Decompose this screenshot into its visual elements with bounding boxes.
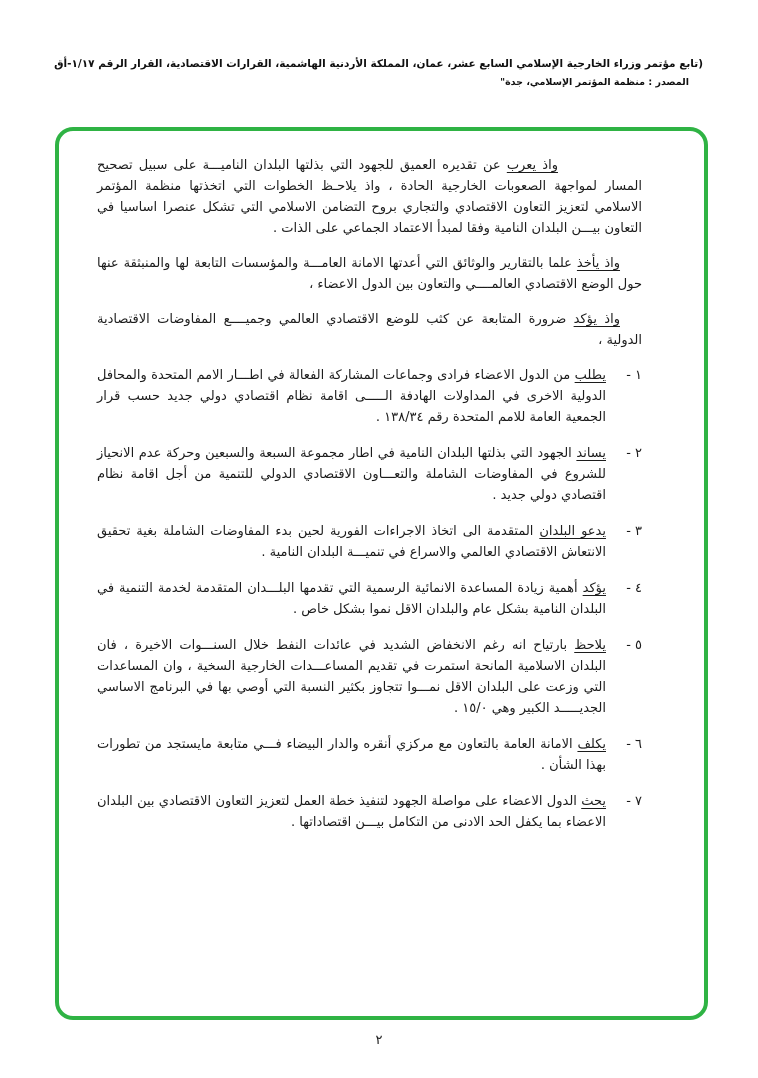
- item-text: الامانة العامة بالتعاون مع مركزي أنقره والدار البيضاء فـــي متابعة مايستجد من تطورات بهذا الشأن .: [97, 737, 606, 773]
- lead-word: يكلف: [577, 737, 606, 752]
- item-number: ١ -: [626, 368, 642, 383]
- item-paragraph: [97, 443, 606, 506]
- item-paragraph: [97, 365, 606, 428]
- document-body: [97, 155, 642, 833]
- preamble-paragraph: [97, 309, 642, 351]
- page-number: ٢: [375, 1033, 383, 1048]
- item-number: ٣ -: [626, 524, 642, 539]
- item-number: ٥ -: [626, 638, 642, 653]
- item-paragraph: [97, 791, 606, 833]
- lead-word: واذ يعرب: [506, 158, 558, 173]
- header-source: المصدر : منظمة المؤتمر الإسلامي، جدة": [500, 77, 689, 88]
- header-title: (تابع مؤتمر وزراء الخارجية الإسلامي السابع عشر، عمان، المملكة الأردنية الهاشمية، القرارات الاقتصادية، القرار الرقم ١/١٧-أق: [54, 58, 703, 70]
- document-header: [16, 58, 703, 88]
- item-paragraph: [97, 578, 606, 620]
- item-text: المتقدمة الى اتخاذ الاجراءات الفورية لحين بدء المفاوضات الشاملة بغية تحقيق الانتعاش الاقتصادي العالمي والاسراع في تنميـــة البلدان النامية .: [97, 524, 606, 560]
- item-number: ٧ -: [626, 794, 642, 809]
- lead-word: واذ يأخذ: [576, 256, 621, 271]
- green-border-frame: [55, 127, 708, 1020]
- item-text: الجهود التي بذلتها البلدان النامية في اطار مجموعة السبعة والسبعين وحركة عدم الانحياز للشروع في المفاوضات الشاملة والتعـــاون الاقتصادي الدولي للتنمية من أجل اقامة نظام اقتصادي دولي جديد .: [97, 446, 606, 503]
- preamble-paragraph: [97, 253, 642, 295]
- item-text: بارتياح انه رغم الانخفاض الشديد في عائدات النفط خلال السنـــوات الاخيرة ، فان البلدان الاسلامية المانحة استمرت في تقديم المساعـــدات الخارجية السخية ، وان المساعدات التي وزعت على البلدان الاقل نمـــوا تتجاوز بكثير النسبة التي أوصي بها في البرنامج الاساسي الجديـــــد الكبير وهي ١٥/٠ .: [97, 638, 606, 716]
- lead-word: يلاحظ: [574, 638, 606, 653]
- paragraph-text: علما بالتقارير والوثائق التي أعدتها الامانة العامـــة والمؤسسات التابعة لها والمنبثقة عنها حول الوضع الاقتصادي العالمــــي والتعاون بين الدول الاعضاء ،: [97, 256, 642, 292]
- resolution-item: [97, 791, 642, 833]
- paragraph-text: عن تقديره العميق للجهود التي بذلتها البلدان الناميـــة على سبيل تصحيح المسار لمواجهة الصعوبات الخارجية الحادة ، واذ يلاحـظ الخطوات التي اتخذتها منظمة المؤتمر الاسلامي لتعزيز التعاون الاقتصادي والتجاري بروح التضامن الاسلامي التي تشكل عنصرا اساسيا في التعاون بيـــن البلدان النامية وفقا لمبدأ الاعتماد الجماعي على الذات .: [97, 158, 642, 236]
- preamble-paragraph: [97, 155, 642, 239]
- item-paragraph: [97, 635, 606, 719]
- item-number: ٤ -: [626, 581, 642, 596]
- resolution-item: [97, 365, 642, 428]
- lead-word: يحث: [581, 794, 606, 809]
- item-paragraph: [97, 734, 606, 776]
- item-text: من الدول الاعضاء فرادى وجماعات المشاركة الفعالة في اطـــار الامم المتحدة والمحافل الدولية الاخرى في المداولات الهادفة الـــــى اقامة نظام اقتصادي دولي جديد حسب قرار الجمعية العامة للامم المتحدة رقم ١٣٨/٣٤ .: [97, 368, 606, 425]
- item-text: أهمية زيادة المساعدة الانمائية الرسمية التي تقدمها البلـــدان المتقدمة لخدمة التنمية في البلدان النامية بشكل عام والبلدان الاقل نموا بشكل خاص .: [97, 581, 606, 617]
- paragraph-text: ضرورة المتابعة عن كثب للوضع الاقتصادي العالمي وجميــــع المفاوضات الاقتصادية الدولية ،: [97, 312, 642, 348]
- lead-word: يؤكد: [582, 581, 606, 596]
- lead-word: يطلب: [574, 368, 606, 383]
- resolution-item: [97, 578, 642, 620]
- item-text: الدول الاعضاء على مواصلة الجهود لتنفيذ خطة العمل لتعزيز التعاون الاقتصادي بين البلدان الاعضاء بما يكفل الحد الادنى من التكامل بيـــن اقتصاداتها .: [97, 794, 606, 830]
- resolution-item: [97, 443, 642, 506]
- item-paragraph: [97, 521, 606, 563]
- item-number: ٢ -: [626, 446, 642, 461]
- resolution-item: [97, 734, 642, 776]
- lead-word: يساند: [576, 446, 606, 461]
- resolution-item: [97, 635, 642, 719]
- resolution-item: [97, 521, 642, 563]
- lead-word: واذ يؤكد: [573, 312, 620, 327]
- lead-word: يدعو البلدان: [539, 524, 606, 539]
- item-number: ٦ -: [626, 737, 642, 752]
